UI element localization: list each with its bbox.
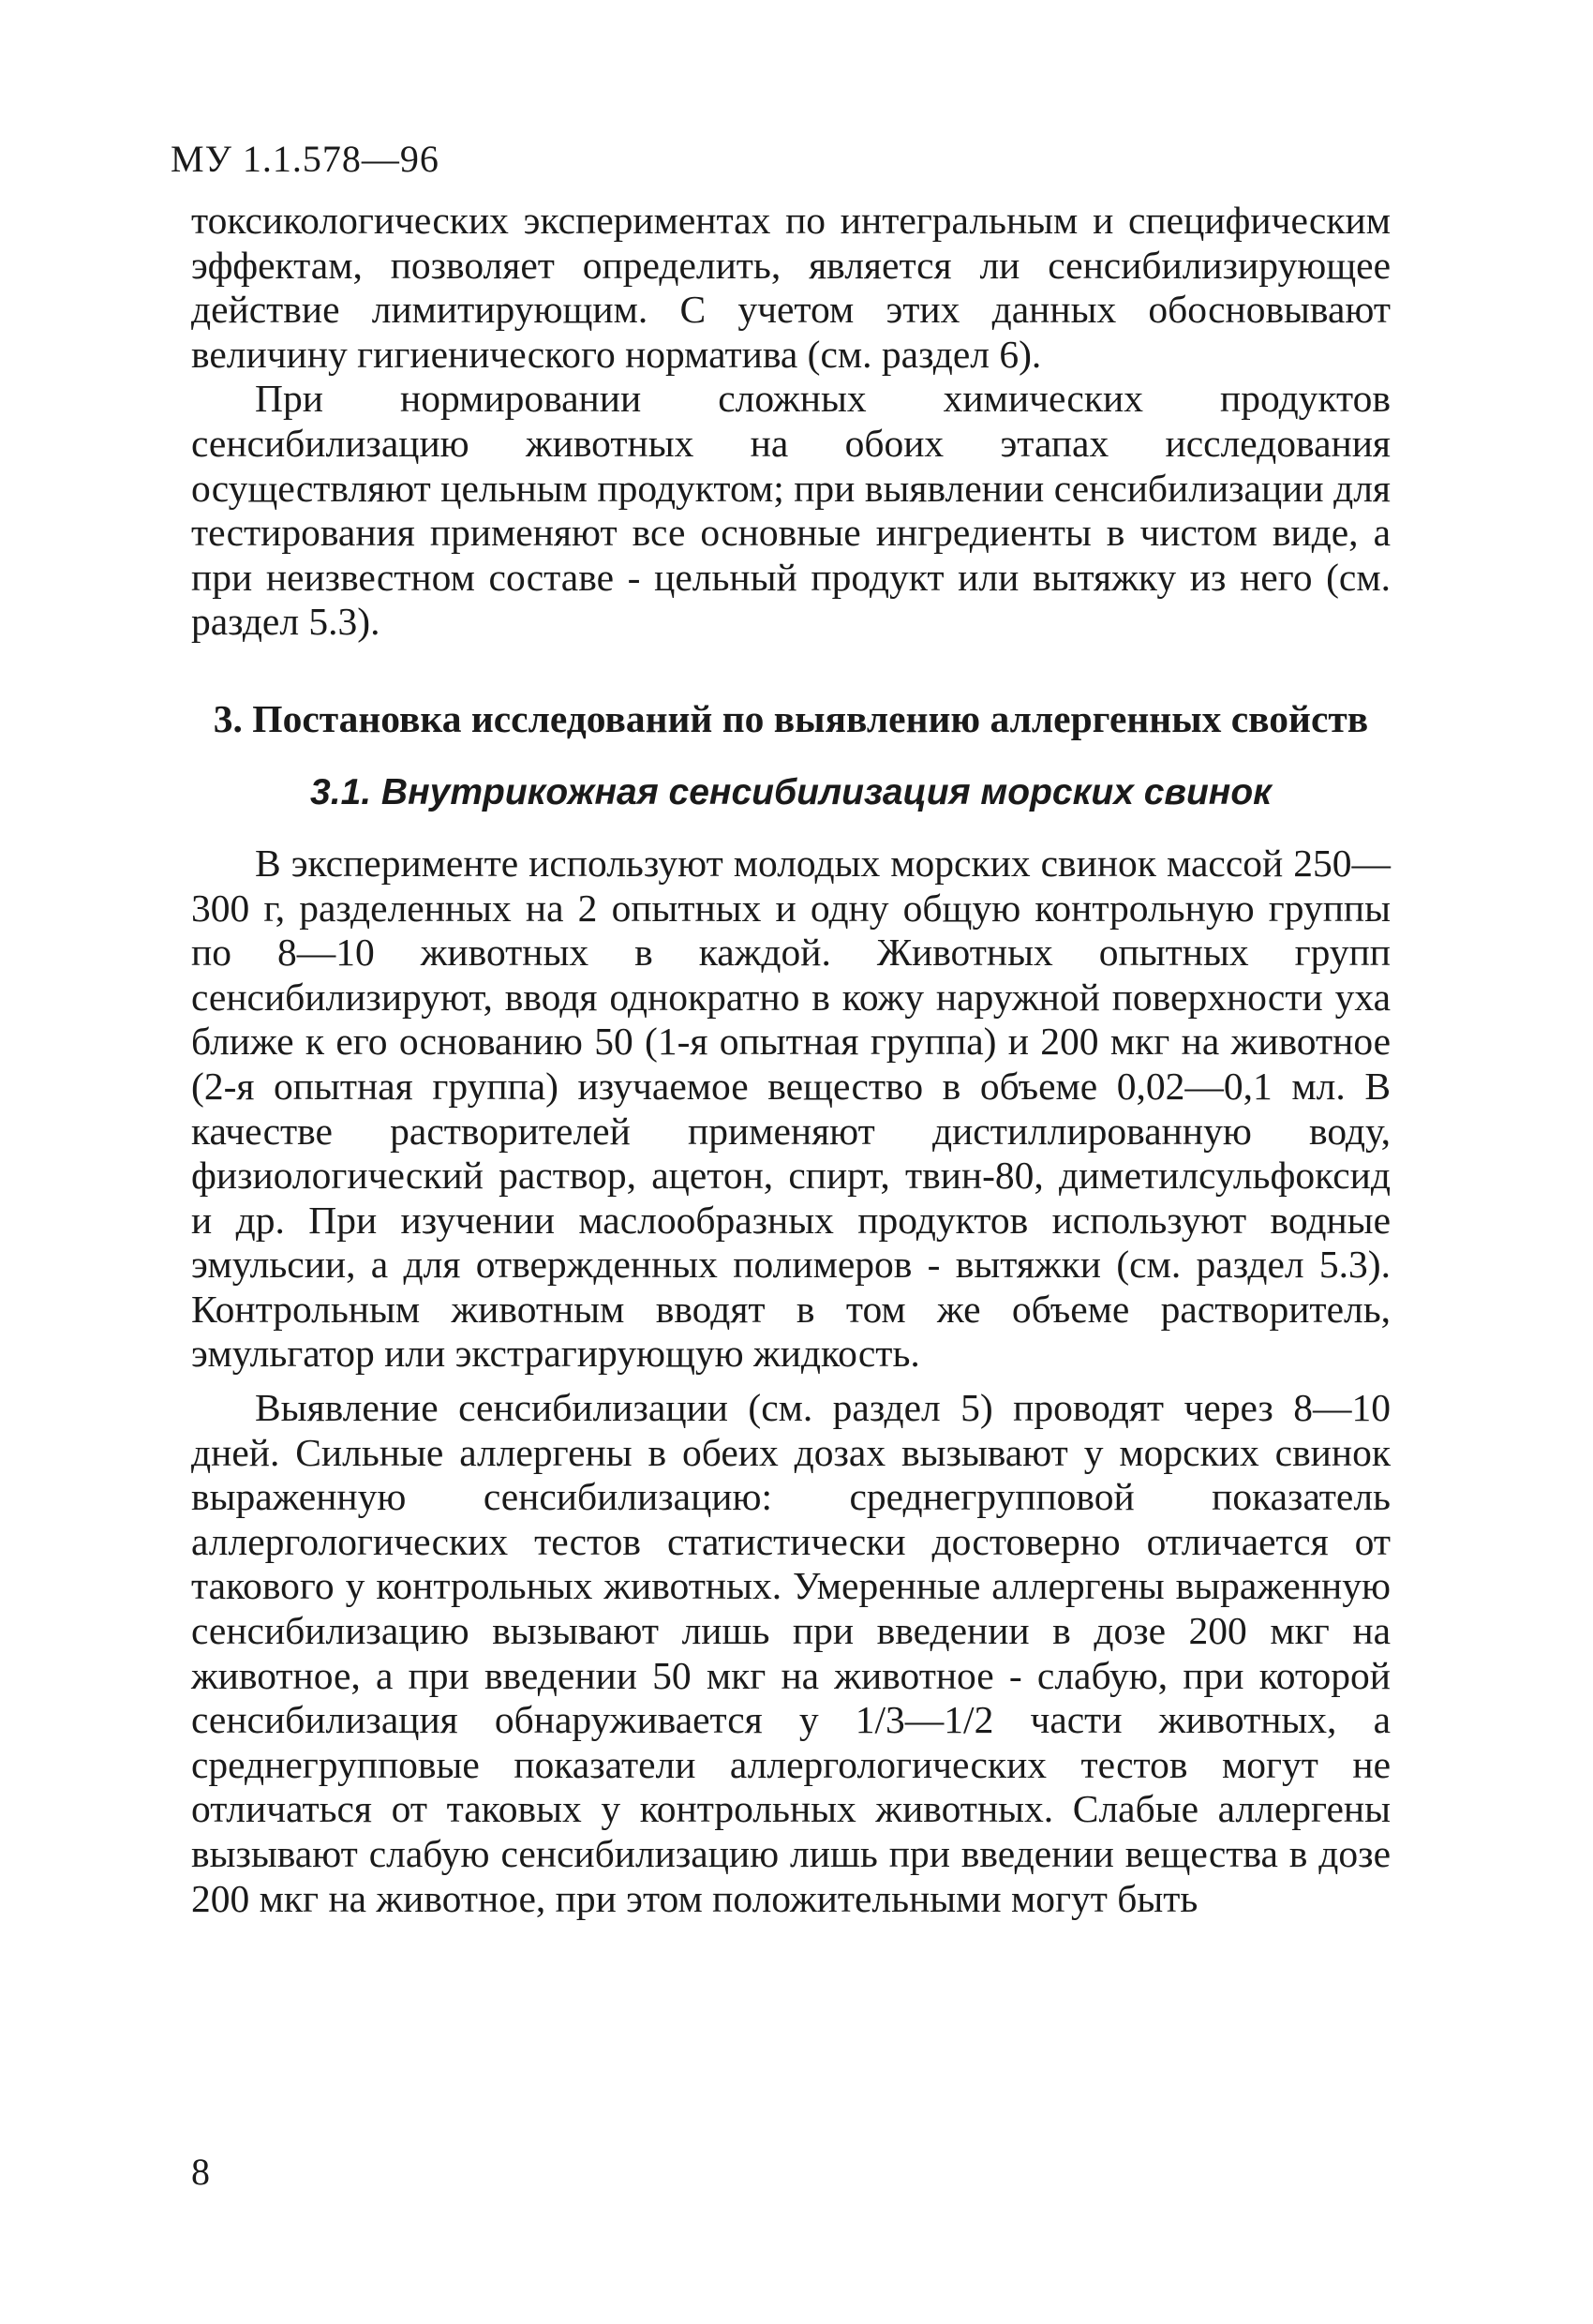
paragraph-experiment-setup: В эксперименте используют молодых морских свинок массой 250—300 г, разделенных на 2 опытных и одну общую контрольную группы по 8—10 животных в каждой. Животных опытных групп сенсибилизируют, вводя однократно в кожу наружной поверхности уха ближе к его основанию 50 (1-я опытная группа) и 200 мкг на животное (2-я опытная группа) изучаемое вещество в объеме 0,02—0,1 мл. В качестве растворителей применяют дистиллированную воду, физиологический раствор, ацетон, спирт, твин-80, диметилсульфоксид и др. При изучении маслообразных продуктов используют водные эмульсии, а для отвержденных полимеров - вытяжки (см. раздел 5.3). Контрольным животным вводят в том же объеме растворитель, эмульгатор или экстрагирующую жидкость. bbox=[191, 841, 1391, 1376]
paragraph-complex-products: При нормировании сложных химических продуктов сенсибилизацию животных на обоих этапах исследования осуществляют цельным продуктом; при выявлении сенсибилизации для тестирования применяют все основные ингредиенты в чистом виде, а при неизвестном составе - цельный продукт или вытяжку из него (см. раздел 5.3). bbox=[191, 377, 1391, 644]
document-code-header: МУ 1.1.578—96 bbox=[171, 138, 439, 180]
subsection-heading: 3.1. Внутрикожная сенсибилизация морских свинок bbox=[310, 771, 1272, 812]
paragraph-continuation: токсикологических экспериментах по интегральным и специфическим эффектам, позволяет определить, является ли сенсибилизирующее действие лимитирующим. С учетом этих данных обосновывают величину гигиенического норматива (см. раздел 6). bbox=[191, 199, 1391, 376]
page-number: 8 bbox=[191, 2151, 210, 2193]
section-heading: 3. Постановка исследований по выявлению аллергенных свойств bbox=[213, 696, 1369, 740]
page-content bbox=[191, 199, 1391, 1921]
paragraph-sensitization-detection: Выявление сенсибилизации (см. раздел 5) проводят через 8—10 дней. Сильные аллергены в обеих дозах вызывают у морских свинок выраженную сенсибилизацию: среднегрупповой показатель аллергологических тестов статистически достоверно отличается от такового у контрольных животных. Умеренные аллергены выраженную сенсибилизацию вызывают лишь при введении в дозе 200 мкг на животное, а при введении 50 мкг на животное - слабую, при которой сенсибилизация обнаруживается у 1/3—1/2 части животных, а среднегрупповые показатели аллергологических тестов могут не отличаться от таковых у контрольных животных. Слабые аллергены вызывают слабую сенсибилизацию лишь при введении вещества в дозе 200 мкг на животное, при этом положительными могут быть bbox=[191, 1386, 1391, 1920]
